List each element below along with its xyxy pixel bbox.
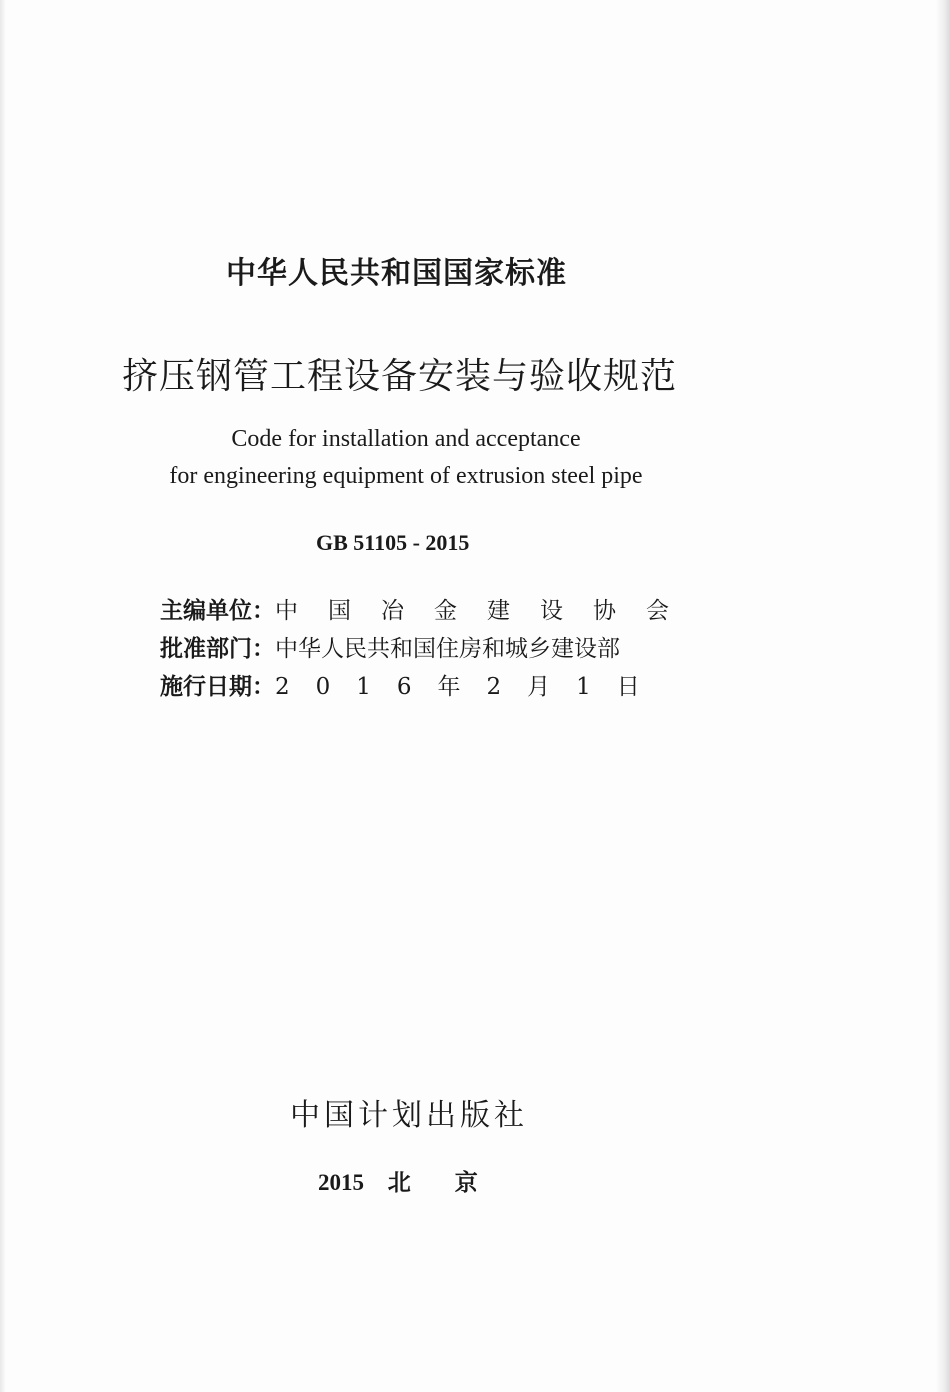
effective-date-label: 施行日期： [160,673,275,700]
approval-dept-label: 批准部门： [160,635,275,662]
standard-category: 中华人民共和国国家标准 [226,256,567,291]
chief-editor-label: 主编单位： [160,597,275,624]
document-title-english-line-2: for engineering equipment of extrusion steel pipe [169,463,643,489]
approval-dept-value: 中华人民共和国住房和城乡建设部 [275,635,620,662]
scan-edge-left [0,0,6,1392]
chief-editor-value: 中国冶金建设协会 [275,597,699,624]
document-title-chinese: 挤压钢管工程设备安装与验收规范 [122,356,678,397]
standard-code: GB 51105 - 2015 [316,530,470,555]
chief-editor-row [160,593,699,623]
approval-dept-row [160,631,620,661]
imprint-year: 2015 [318,1170,364,1195]
imprint-city: 北京 [387,1170,522,1196]
effective-date-value: 2016年2月1日 [275,673,666,700]
document-title-english-line-1: Code for installation and acceptance [231,426,581,452]
scan-edge-right [936,0,950,1392]
imprint [318,1164,522,1197]
effective-date-row [160,669,666,699]
publisher-name: 中国计划出版社 [290,1098,528,1133]
